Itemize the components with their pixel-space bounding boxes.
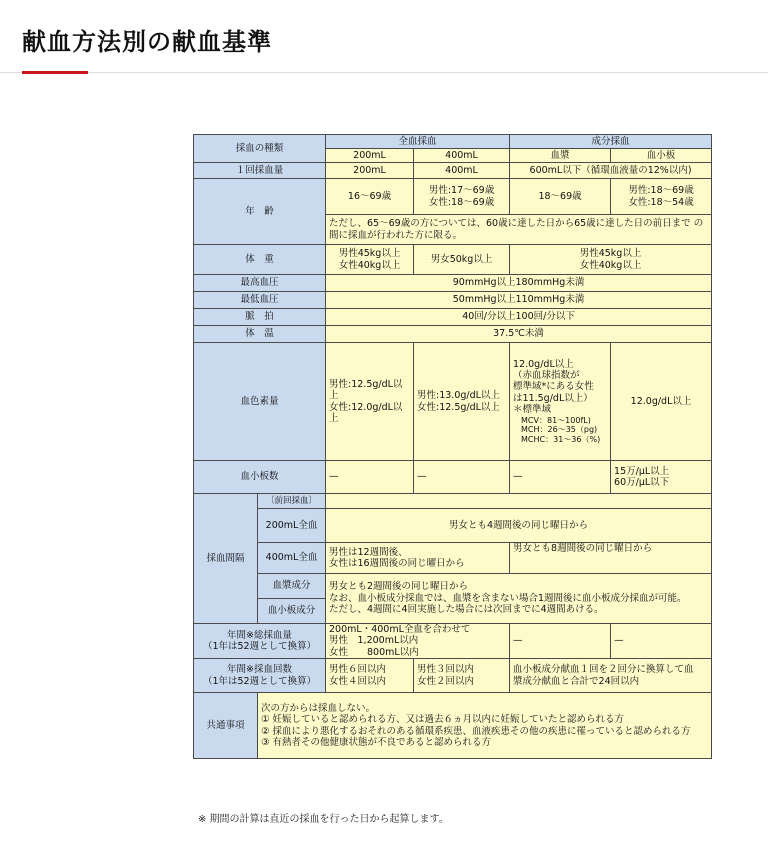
hemoglobin-plasma-line: 12.0g/dL以上 xyxy=(513,358,574,370)
platelet-count-min: 15万/μL以上 xyxy=(614,465,670,477)
annual-volume-male: 男性 1,200mL以内 xyxy=(329,635,419,647)
annual-count-400ml-female: 女性２回以内 xyxy=(417,675,475,687)
annual-volume-sublabel: （1年は52週として換算） xyxy=(202,641,317,653)
row-label-annual-count xyxy=(194,659,326,693)
row-label-platelet-count: 血小板数 xyxy=(194,461,326,494)
row-label-common: 共通事項 xyxy=(194,693,258,759)
interval-component-line: 男女とも2週間後の同じ曜日から xyxy=(329,581,469,593)
title-accent-bar xyxy=(22,71,88,74)
header-donation-type: 採血の種類 xyxy=(194,135,326,163)
interval-label-plasma: 血漿成分 xyxy=(258,574,326,599)
age-platelet-male: 男性:18〜69歳 xyxy=(628,185,694,197)
hemoglobin-plasma-line: は11.5g/dL以上） xyxy=(513,392,593,404)
interval-prev-header: 〔前回採血〕 xyxy=(258,494,326,509)
hemoglobin-plasma-line: （赤血球指数が xyxy=(513,370,580,382)
interval-component-line: ただし、4週間に4回実施した場合には次回までに4週間あける。 xyxy=(329,604,604,616)
common-value xyxy=(258,693,712,759)
common-line: ② 採血により悪化するおそれのある循環系疾患、血液疾患その他の疾患に罹っていると認められる方 xyxy=(261,725,691,737)
header-plasma: 血漿 xyxy=(510,149,611,163)
interval-label-400ml: 400mL全血 xyxy=(258,543,326,574)
interval-400ml-female: 女性は16週間後の同じ曜日から xyxy=(329,558,465,569)
hemoglobin-platelet: 12.0g/dL以上 xyxy=(611,343,712,461)
annual-count-400ml-male: 男性３回以内 xyxy=(417,664,475,676)
interval-label-200ml: 200mL全血 xyxy=(258,509,326,543)
age-400ml-male: 男性:17〜69歳 xyxy=(428,185,495,197)
interval-label-platelet: 血小板成分 xyxy=(258,599,326,624)
temp-value: 37.5℃未満 xyxy=(326,326,712,343)
platelet-count-max: 60万/μL以下 xyxy=(614,477,670,488)
title-divider xyxy=(0,72,768,73)
hemoglobin-plasma-line: MCV：81〜100fL) xyxy=(521,415,591,425)
interval-200ml-value: 男女とも4週間後の同じ曜日から xyxy=(326,509,712,543)
annual-count-component xyxy=(510,659,712,693)
age-400ml xyxy=(414,179,510,215)
hemoglobin-200ml xyxy=(326,343,414,461)
pulse-value: 40回/分以上100回/分以下 xyxy=(326,309,712,326)
weight-400ml: 男女50kg以上 xyxy=(414,245,510,275)
annual-volume-plasma: — xyxy=(510,624,611,659)
row-label-weight: 体 重 xyxy=(194,245,326,275)
weight-component-female: 女性40kg以上 xyxy=(579,259,642,271)
bp-max-value: 90mmHg以上180mmHg未満 xyxy=(326,275,712,292)
row-label-interval: 採血間隔 xyxy=(194,494,258,624)
age-note: ただし、65〜69歳の方については、60歳に達した日から65歳に達した日の前日まで の間に採血が行われた方に限る。 xyxy=(326,215,712,245)
interval-400ml-component: 男女とも8週間後の同じ曜日から xyxy=(510,543,712,574)
annual-count-label: 年間※採血回数 xyxy=(227,664,292,676)
interval-400ml-whole xyxy=(326,543,510,574)
row-label-annual-volume xyxy=(194,624,326,659)
row-label-hemoglobin: 血色素量 xyxy=(194,343,326,461)
page-title: 献血方法別の献血基準 xyxy=(22,28,272,56)
row-label-bp-min: 最低血圧 xyxy=(194,292,326,309)
row-label-bp-max: 最高血圧 xyxy=(194,275,326,292)
hemoglobin-plasma-line: MCHC：31〜36（%) xyxy=(521,434,601,444)
annual-count-400ml xyxy=(414,659,510,693)
hemoglobin-200ml-female: 女性:12.0g/dL以上 xyxy=(329,401,403,424)
annual-volume-label: 年間※総採血量 xyxy=(227,629,292,641)
platelet-count-400ml: — xyxy=(414,461,510,494)
hemoglobin-400ml xyxy=(414,343,510,461)
hemoglobin-plasma xyxy=(510,343,611,461)
weight-component xyxy=(510,245,712,275)
hemoglobin-plasma-line: MCH：26〜35（pg) xyxy=(521,425,598,435)
annual-volume-whole xyxy=(326,624,510,659)
interval-component-value xyxy=(326,574,712,624)
annual-count-component-line: 漿成分献血と合計で24回以内 xyxy=(513,675,640,687)
common-line: ③ 有熱者その他健康状態が不良であると認められる方 xyxy=(261,737,492,749)
header-400ml: 400mL xyxy=(414,149,510,163)
common-line: 次の方からは採血しない。 xyxy=(261,702,376,714)
donation-criteria-table xyxy=(193,134,712,759)
weight-200ml-female: 女性40kg以上 xyxy=(338,259,401,271)
annual-volume-female: 女性 800mL以内 xyxy=(329,646,419,658)
platelet-count-platelet xyxy=(611,461,712,494)
bp-min-value: 50mmHg以上110mmHg未満 xyxy=(326,292,712,309)
annual-volume-line: 200mL・400mL全血を合わせて xyxy=(329,624,471,635)
annual-count-200ml-female: 女性４回以内 xyxy=(329,675,387,687)
age-platelet xyxy=(611,179,712,215)
weight-200ml xyxy=(326,245,414,275)
platelet-count-plasma: — xyxy=(510,461,611,494)
row-label-pulse: 脈 拍 xyxy=(194,309,326,326)
annual-count-200ml xyxy=(326,659,414,693)
volume-400ml: 400mL xyxy=(414,163,510,179)
footnote: ※ 期間の計算は直近の採血を行った日から起算します。 xyxy=(198,814,449,825)
common-line: ① 妊娠していると認められる方、又は過去６ヵ月以内に妊娠していたと認められる方 xyxy=(261,714,625,726)
header-component: 成分採血 xyxy=(510,135,712,149)
annual-count-component-line: 血小板成分献血１回を２回分に換算して血 xyxy=(513,664,694,676)
weight-component-male: 男性45kg以上 xyxy=(579,248,642,260)
platelet-count-200ml: — xyxy=(326,461,414,494)
header-platelet: 血小板 xyxy=(611,149,712,163)
header-200ml: 200mL xyxy=(326,149,414,163)
annual-volume-platelet: — xyxy=(611,624,712,659)
age-plasma: 18〜69歳 xyxy=(510,179,611,215)
age-platelet-female: 女性:18〜54歳 xyxy=(628,196,694,208)
interval-400ml-male: 男性は12週間後、 xyxy=(329,546,408,558)
hemoglobin-400ml-male: 男性:13.0g/dL以上 xyxy=(417,390,500,402)
row-label-volume: １回採血量 xyxy=(194,163,326,179)
weight-200ml-male: 男性45kg以上 xyxy=(338,248,401,260)
row-label-age: 年 齢 xyxy=(194,179,326,245)
row-label-temp: 体 温 xyxy=(194,326,326,343)
volume-component: 600mL以下（循環血液量の12%以内) xyxy=(510,163,712,179)
volume-200ml: 200mL xyxy=(326,163,414,179)
header-whole-blood: 全血採血 xyxy=(326,135,510,149)
hemoglobin-plasma-line: ＊標準域 xyxy=(513,404,552,416)
hemoglobin-200ml-male: 男性:12.5g/dL以上 xyxy=(329,378,403,402)
annual-count-sublabel: （1年は52週として換算） xyxy=(202,675,317,687)
interval-blank xyxy=(326,494,712,509)
hemoglobin-400ml-female: 女性:12.5g/dL以上 xyxy=(417,401,500,413)
annual-count-200ml-male: 男性６回以内 xyxy=(329,664,387,676)
hemoglobin-plasma-line: 標準域*にある女性 xyxy=(513,381,594,393)
interval-component-line: なお、血小板成分採血では、血漿を含まない場合1週間後に血小板成分採血が可能。 xyxy=(329,592,687,604)
age-200ml: 16〜69歳 xyxy=(326,179,414,215)
age-400ml-female: 女性:18〜69歳 xyxy=(428,196,495,208)
